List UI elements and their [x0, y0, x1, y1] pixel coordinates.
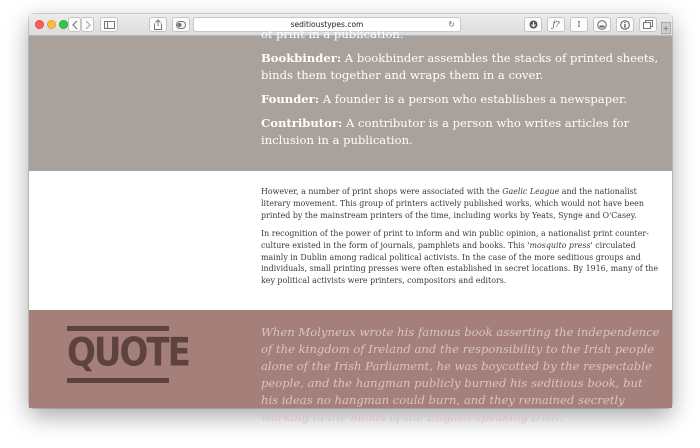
quote-section [29, 310, 672, 425]
chevron-right-icon [85, 21, 91, 29]
new-tab-button[interactable]: + [662, 23, 670, 33]
share-button[interactable] [149, 17, 167, 32]
toggle-icon [176, 21, 186, 29]
role-entry-founder [261, 91, 659, 108]
roles-fragment: of print in a publication. [261, 27, 404, 41]
reader-button[interactable] [172, 17, 190, 32]
zoom-window-button[interactable] [59, 20, 68, 29]
page-content [29, 27, 672, 425]
role-definition: A founder is a person who establishes a newspaper. [319, 92, 627, 106]
role-term: Bookbinder: [261, 51, 342, 65]
text-run: ' circulated mainly in Dublin among radical political activists. In the case of the more seditious groups and individuals, small printing presses were often established in secret locations. By 1916, many of the key political activists were printers, compositors and editors. [261, 240, 659, 286]
close-window-button[interactable] [35, 20, 44, 29]
function-icon: ƒ? [552, 20, 560, 29]
role-definition: A bookbinder assembles the stacks of printed sheets, binds them together and wraps them in a cover. [261, 51, 659, 82]
text-run: However, a number of print shops were associated with the [261, 187, 503, 196]
role-entry-contributor [261, 115, 659, 149]
quote-text: When Molyneux wrote his famous book asserting the independence of the kingdom of Ireland and the responsibility to the Irish people alone of the Irish Parliament, he was boycotted by the respectable people, and the hangman publicly burned his seditious book, but his ideas no hangman could burn, and they remained secretly working in the minds of the English-speaking Irish. [261, 325, 660, 425]
quote-logo [67, 326, 189, 384]
back-button[interactable] [68, 17, 81, 32]
role-term: Founder: [261, 92, 320, 106]
history-section [29, 171, 672, 310]
text-run: In recognition of the power of print to inform and win public opinion, a nationalist print counter-culture existed in the form of journals, pamphlets and books. This ' [261, 228, 649, 250]
logo-bar-bottom [67, 378, 169, 383]
quote-logo-word: QUOTE [67, 330, 189, 376]
role-term: Contributor: [261, 116, 343, 130]
history-text [261, 186, 659, 293]
url-text: seditioustypes.com [290, 20, 364, 29]
reload-icon[interactable]: ↻ [448, 20, 455, 29]
role-entry-bookbinder [261, 50, 659, 84]
sidebar-icon [104, 21, 115, 29]
emphasis-mosquito-press: mosquito press [529, 240, 591, 250]
roles-section [29, 27, 672, 171]
history-paragraph-1 [261, 186, 659, 222]
browser-window [29, 14, 672, 425]
minimize-window-button[interactable] [47, 20, 56, 29]
roles-text [261, 26, 659, 156]
forward-button[interactable] [81, 17, 94, 32]
chevron-left-icon [72, 21, 78, 29]
text-run: and the nationalist literary movement. This group of printers actively published works, which would not have been printed by the mainstream printers of the time, including works by Yeats, Synge and O'Casey. [261, 187, 644, 220]
sidebar-button[interactable] [100, 17, 118, 32]
share-icon [154, 20, 162, 30]
emphasis-gaelic-league: Gaelic League [502, 187, 560, 196]
role-definition: A contributor is a person who writes articles for inclusion in a publication. [261, 116, 630, 147]
text-cursor-icon: I [577, 20, 581, 29]
history-paragraph-2 [261, 228, 659, 288]
